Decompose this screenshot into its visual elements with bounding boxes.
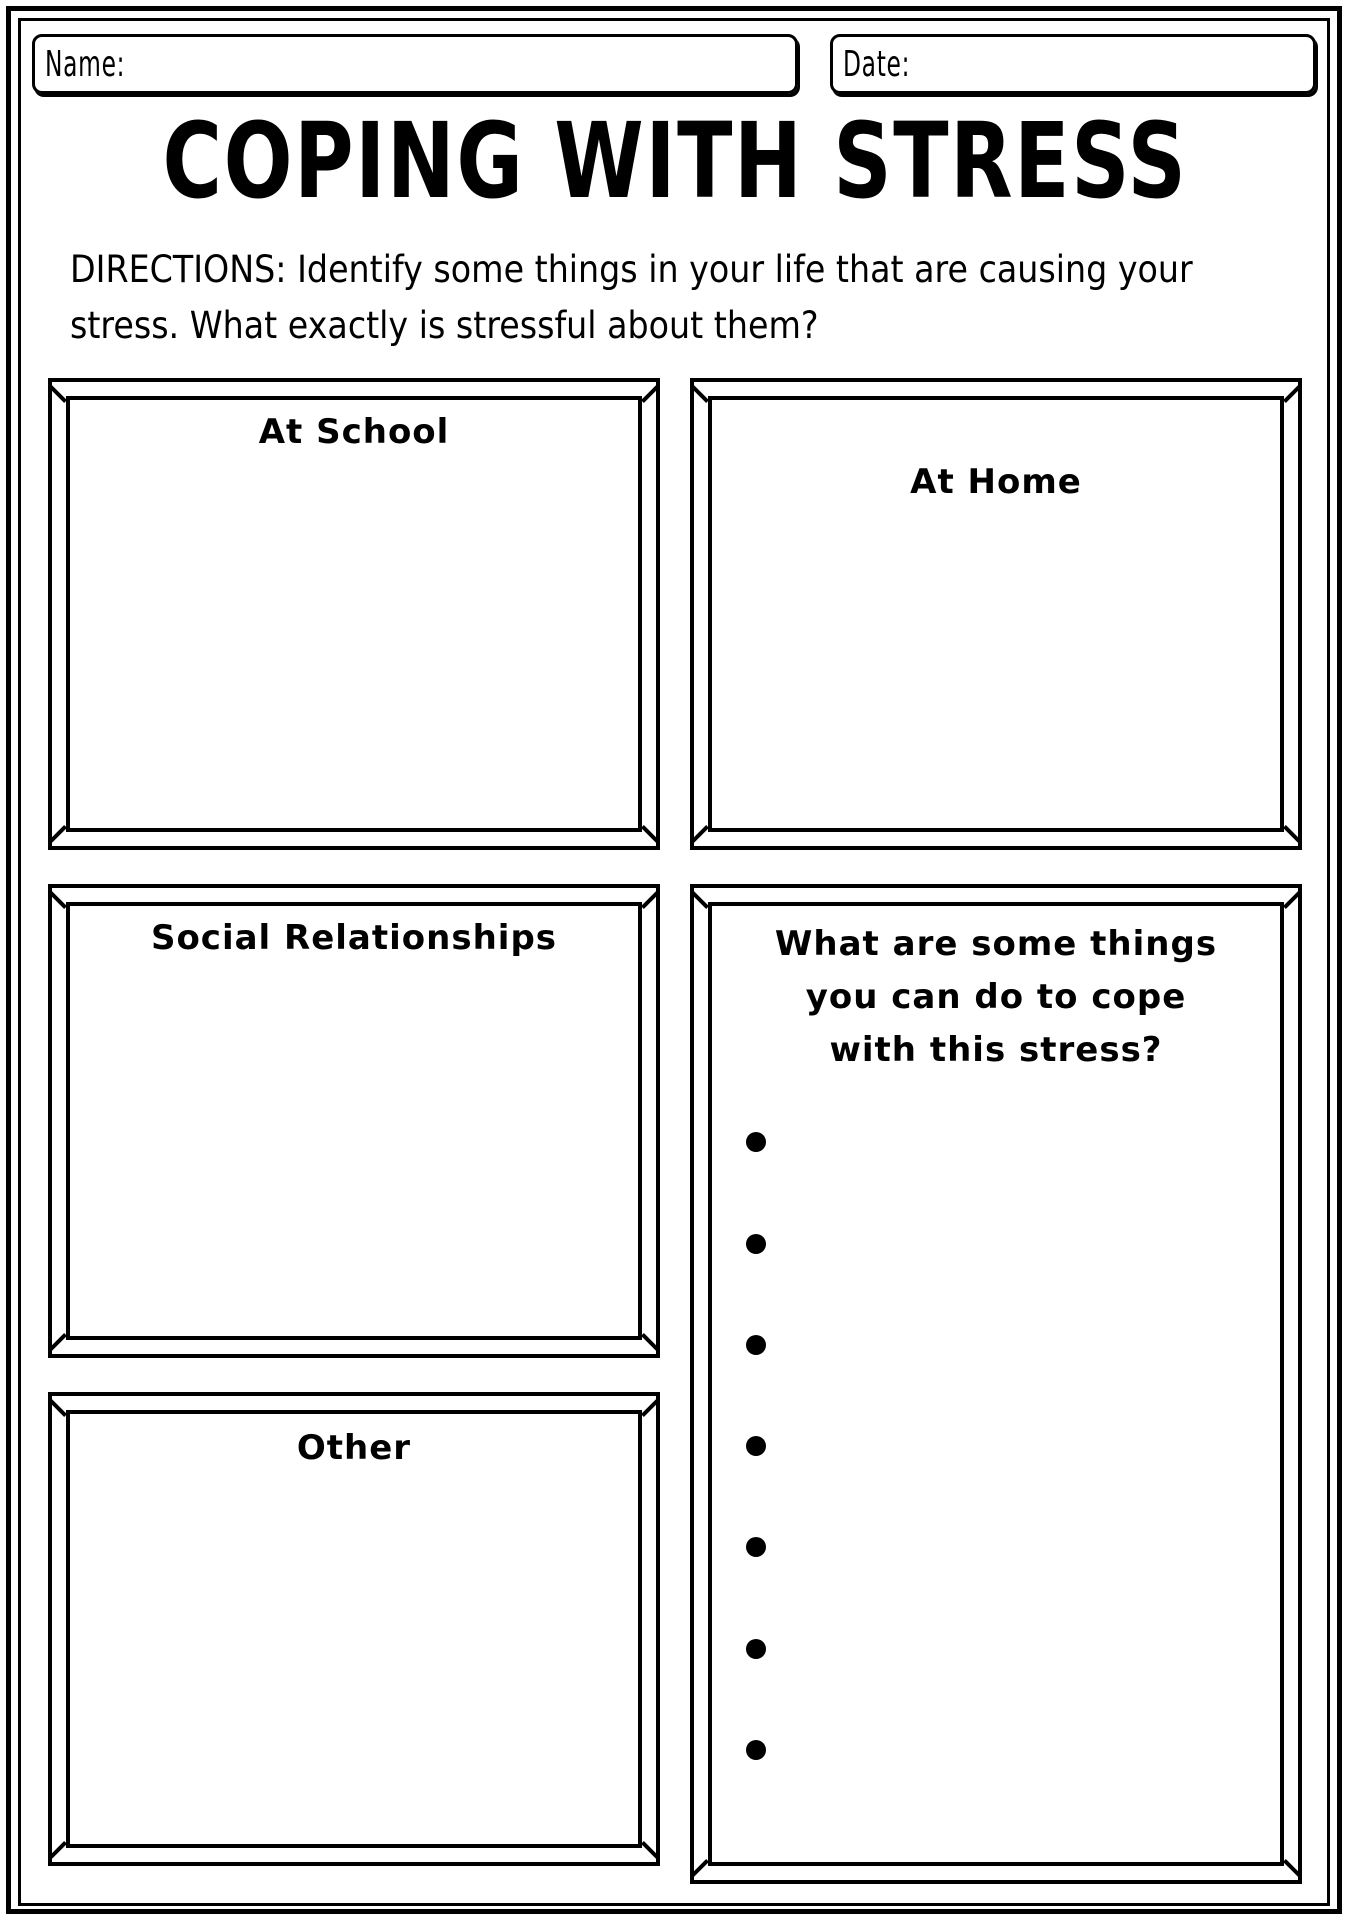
name-label: Name: bbox=[45, 43, 126, 85]
page-title-text: COPING WITH STRESS bbox=[162, 100, 1188, 222]
page-title bbox=[0, 96, 1350, 226]
bullet-point bbox=[746, 1132, 766, 1152]
bullet-point bbox=[746, 1537, 766, 1557]
bullet-point bbox=[746, 1639, 766, 1659]
date-field[interactable] bbox=[830, 34, 1316, 94]
at-school-box[interactable] bbox=[48, 378, 660, 850]
date-label: Date: bbox=[843, 43, 911, 85]
bullet-point bbox=[746, 1436, 766, 1456]
directions bbox=[70, 242, 1303, 354]
coping-question-line-3: with this stress? bbox=[829, 1030, 1163, 1070]
social-relationships-heading: Social Relationships bbox=[150, 918, 558, 958]
at-home-box[interactable] bbox=[690, 378, 1302, 850]
coping-question-line-1: What are some things bbox=[774, 924, 1218, 964]
bullet-point bbox=[746, 1234, 766, 1254]
directions-line-1: DIRECTIONS: Identify some things in your life that are causing your bbox=[70, 248, 1193, 291]
bullet-point bbox=[746, 1740, 766, 1760]
name-field[interactable] bbox=[32, 34, 798, 94]
other-writing-area[interactable] bbox=[66, 1410, 642, 1848]
at-school-writing-area[interactable] bbox=[66, 396, 642, 832]
at-school-heading: At School bbox=[258, 412, 450, 452]
other-heading: Other bbox=[296, 1428, 412, 1468]
social-relationships-writing-area[interactable] bbox=[66, 902, 642, 1340]
coping-box[interactable] bbox=[690, 884, 1302, 1884]
coping-question-line-2: you can do to cope bbox=[805, 977, 1187, 1017]
social-relationships-box[interactable] bbox=[48, 884, 660, 1358]
coping-question bbox=[694, 918, 1298, 1077]
directions-line-2: stress. What exactly is stressful about them? bbox=[70, 304, 819, 347]
at-home-heading: At Home bbox=[910, 462, 1082, 502]
other-box[interactable] bbox=[48, 1392, 660, 1866]
bullet-point bbox=[746, 1335, 766, 1355]
